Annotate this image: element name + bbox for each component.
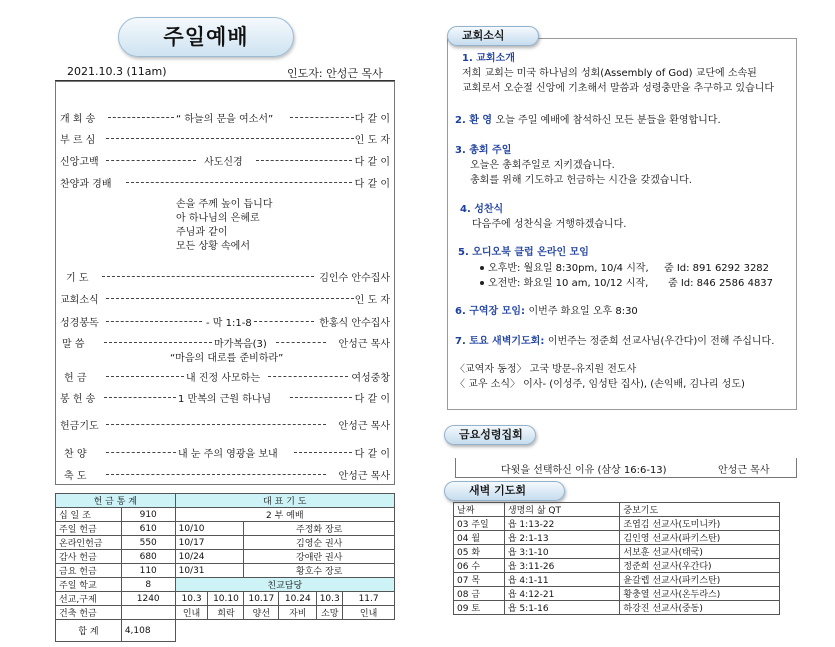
offering-value: 610: [121, 522, 175, 536]
leader-dots: [104, 342, 212, 343]
fellowship-name: 양선: [244, 606, 279, 620]
fellowship-name: 희락: [208, 606, 244, 620]
order-label: 헌 금: [64, 373, 87, 384]
news-item-title: 6. 구역장 모임:: [455, 306, 526, 317]
fellowship-name: 소망: [317, 606, 343, 620]
dawn-cell: 정준희 선교사(우간다): [620, 559, 780, 573]
order-row: [58, 416, 394, 432]
news-text: 다음주에 성찬식을 거행하겠습니다.: [472, 219, 627, 230]
news-text: 오늘은 총회주일로 지키겠습니다.: [470, 160, 615, 171]
dawn-cell: 09 토: [454, 601, 505, 615]
audiobook-bullet: [480, 259, 649, 274]
order-row: [58, 313, 394, 329]
leader-dots: [106, 138, 354, 139]
order-row: [58, 152, 394, 168]
dawn-cell: 03 주일: [454, 517, 505, 531]
praise-line: 모든 상황 속에서: [176, 241, 250, 252]
news-item-title: 3. 총회 주일: [455, 145, 512, 156]
order-middle: 마가복음(3): [214, 339, 267, 350]
dawn-header: 날짜: [454, 503, 505, 517]
bullet-icon: [480, 266, 484, 270]
offering-value: 1240: [121, 592, 175, 606]
dawn-cell: 07 목: [454, 573, 505, 587]
friday-speaker: 안성근 목사: [718, 465, 770, 476]
prayer-name: 황호수 장로: [244, 564, 395, 578]
dawn-cell: 하강진 선교사(중동): [620, 601, 780, 615]
news-item-title: 5. 오디오북 클럽 온라인 모임: [458, 247, 589, 258]
order-middle: “ 하늘의 문을 여소서”: [176, 114, 274, 125]
dawn-cell: 욥 3:11-26: [504, 559, 620, 573]
offering-label: 건축 헌금: [56, 606, 122, 620]
leader-dots: [106, 321, 202, 322]
leader-dots: [254, 321, 314, 322]
dawn-cell: 서보훈 선교사(태국): [620, 545, 780, 559]
order-middle: 1 만복의 근원 하나님: [178, 394, 272, 405]
order-middle: 사도신경: [204, 157, 243, 168]
news-text: 이번주는 정준희 선교사님(우간다)이 전해 주십니다.: [547, 336, 775, 347]
page-title: 주일예배: [118, 17, 294, 57]
order-label: 말 씀: [62, 339, 85, 350]
leader-dots: [126, 182, 352, 183]
order-row: [58, 368, 394, 384]
empty-cell: [175, 620, 394, 642]
dawn-header: 생명의 삶 QT: [504, 503, 620, 517]
dawn-cell: 윤갈렙 선교사(파키스탄): [620, 573, 780, 587]
offering-label: 온라인헌금: [56, 536, 122, 550]
offering-value: 550: [121, 536, 175, 550]
praise-line: 손을 주께 높이 듭니다: [176, 199, 273, 210]
audiobook-bullet: [480, 274, 648, 289]
news-text: 〈 교우 소식〉 이사- (이성주, 임성탄 집사), (손익배, 김나리 성도): [455, 379, 745, 390]
order-right: 인 도 자: [354, 295, 390, 306]
news-text: 교회로서 오순절 신앙에 기초해서 말씀과 성령충만을 추구하고 있습니다: [462, 83, 775, 94]
order-label: 찬양과 경배: [60, 179, 112, 190]
news-item-title: 2. 환 영: [455, 115, 493, 126]
friday-topic: 다윗을 선택하신 이유 (삼상 16:6-13): [501, 465, 667, 476]
order-row: [58, 130, 394, 146]
order-label: 기 도: [66, 273, 89, 284]
fellowship-date: 10.24: [279, 592, 317, 606]
zoom-id: 줌 Id: 891 6292 3282: [664, 263, 770, 274]
order-row: [58, 466, 394, 482]
order-row: [58, 389, 394, 405]
leader-dots: [106, 160, 196, 161]
order-right: 다 같 이: [354, 394, 390, 405]
offering-label: 주일 헌금: [56, 522, 122, 536]
order-right: 안성근 목사: [338, 421, 390, 432]
prayer-date: 10/24: [175, 550, 244, 564]
church-news-tab: 교회소식: [447, 26, 539, 46]
dawn-cell: 04 월: [454, 531, 505, 545]
fellowship-name: 자비: [279, 606, 317, 620]
dawn-cell: 08 금: [454, 587, 505, 601]
leader-dots: [290, 117, 354, 118]
offering-value: 680: [121, 550, 175, 564]
dawn-cell: 욥 1:13-22: [504, 517, 620, 531]
order-right: 다 같 이: [354, 114, 390, 125]
news-text: 총회를 위해 기도하고 헌금하는 시간을 갖겠습니다.: [470, 175, 692, 186]
dawn-cell: 욥 4:12-21: [504, 587, 620, 601]
service-date: 2021.10.3 (11am): [67, 65, 167, 78]
order-row: [58, 268, 394, 284]
prayer-date: 10/31: [175, 564, 244, 578]
dawn-cell: 욥 5:1-16: [504, 601, 620, 615]
praise-lyrics: [176, 198, 272, 254]
news-item-7: [455, 332, 774, 347]
leader-dots: [276, 342, 326, 343]
second-service-label: 2 부 예배: [175, 508, 394, 522]
news-text: 오후반: 월요일 8:30pm, 10/4 시작,: [488, 263, 649, 274]
news-item-6: [455, 302, 638, 317]
prayer-name: 김영순 권사: [244, 536, 395, 550]
offering-prayer-table: [55, 493, 395, 642]
news-item-title: 4. 성찬식: [460, 204, 504, 215]
leader-dots: [102, 276, 314, 277]
order-right: 안성근 목사: [338, 471, 390, 482]
offering-label: 십 일 조: [56, 508, 122, 522]
prayer-date: 10/10: [175, 522, 244, 536]
dawn-cell: 조엽김 선교사(도미니카): [620, 517, 780, 531]
zoom-id: 줌 Id: 846 2586 4837: [668, 278, 774, 289]
dawn-cell: 황충열 선교사(온두라스): [620, 587, 780, 601]
leader-dots: [106, 452, 176, 453]
fellowship-header: 친교담당: [175, 578, 394, 592]
fellowship-date: 10.3: [317, 592, 343, 606]
order-row: [58, 444, 394, 460]
order-label: 헌금기도: [60, 421, 99, 432]
dawn-cell: 욥 4:1-11: [504, 573, 620, 587]
order-right: 한홍식 안수집사: [319, 318, 390, 329]
order-right: 안성근 목사: [338, 339, 390, 350]
fellowship-date: 10.3: [175, 592, 208, 606]
fellowship-name: 인내: [343, 606, 395, 620]
order-row: [58, 109, 394, 125]
praise-line: 주님과 같이: [176, 227, 228, 238]
order-row: [58, 334, 394, 350]
friday-service-tab: 금요성령집회: [444, 425, 536, 445]
dawn-cell: 06 수: [454, 559, 505, 573]
leader-dots: [290, 397, 352, 398]
sermon-subtitle: “마음의 대로를 준비하라”: [170, 353, 284, 364]
bullet-icon: [480, 281, 484, 285]
news-text: 이번주 화요일 오후 8:30: [528, 306, 638, 317]
order-middle: - 막 1:1-8: [206, 318, 252, 329]
leader-dots: [108, 117, 174, 118]
news-text: 〈교역자 동정〉 고국 방문-유지원 전도사: [455, 364, 637, 375]
dawn-cell: 욥 2:1-13: [504, 531, 620, 545]
news-text: 오전반: 화요일 10 am, 10/12 시작,: [488, 278, 649, 289]
order-right: 다 같 이: [354, 157, 390, 168]
order-right: 김인수 안수집사: [319, 273, 390, 284]
fellowship-date: 10.10: [208, 592, 244, 606]
order-right: 다 같 이: [354, 179, 390, 190]
order-right: 인 도 자: [354, 135, 390, 146]
order-row: [58, 290, 394, 306]
offering-label: 감사 헌금: [56, 550, 122, 564]
fellowship-date: 10.17: [244, 592, 279, 606]
order-row: [58, 174, 394, 190]
offering-value: 910: [121, 508, 175, 522]
service-leader: 인도자: 안성근 목사: [287, 67, 383, 80]
order-label: 신앙고백: [60, 157, 99, 168]
leader-dots: [106, 474, 326, 475]
dawn-prayer-tab: 새벽 기도회: [444, 481, 565, 501]
leader-dots: [294, 452, 352, 453]
leader-dots: [104, 397, 176, 398]
order-right: 여성중창: [351, 373, 390, 384]
offering-total-label: 합 계: [56, 620, 122, 642]
order-label: 봉 헌 송: [60, 394, 96, 405]
order-label: 부 르 심: [60, 135, 96, 146]
fellowship-date: 11.7: [343, 592, 395, 606]
order-middle: 내 진정 사모하는: [186, 373, 260, 384]
dawn-cell: 05 화: [454, 545, 505, 559]
news-item-title: 1. 교회소개: [462, 53, 515, 64]
prayer-date: 10/17: [175, 536, 244, 550]
offering-value: [121, 606, 175, 620]
leader-dots: [268, 376, 348, 377]
order-middle: 내 눈 주의 영광을 보내: [178, 449, 278, 460]
order-label: 개 회 송: [60, 114, 96, 125]
prayer-name: 강애란 권사: [244, 550, 395, 564]
order-label: 성경봉독: [60, 318, 99, 329]
offering-header: 헌 금 통 계: [56, 494, 176, 508]
dawn-cell: 욥 3:1-10: [504, 545, 620, 559]
news-item-2: [455, 111, 721, 126]
order-label: 찬 양: [64, 449, 87, 460]
offering-value: 110: [121, 564, 175, 578]
order-right: 다 같 이: [354, 449, 390, 460]
praise-line: 아 하나님의 은혜로: [176, 213, 260, 224]
offering-value: 8: [121, 578, 175, 592]
leader-dots: [106, 298, 354, 299]
dawn-cell: 김인영 선교사(파키스탄): [620, 531, 780, 545]
fellowship-name: 인내: [175, 606, 208, 620]
friday-service-box: [455, 458, 797, 478]
order-label: 축 도: [64, 471, 87, 482]
dawn-header: 중보기도: [620, 503, 780, 517]
news-item-title: 7. 토요 새벽기도회:: [455, 336, 545, 347]
offering-label: 주일 학교: [56, 578, 122, 592]
leader-dots: [256, 160, 352, 161]
leader-dots: [106, 424, 326, 425]
order-label: 교회소식: [60, 295, 99, 306]
news-text: 저희 교회는 미국 하나님의 성회(Assembly of God) 교단에 소속된: [462, 68, 757, 79]
service-meta: [55, 63, 395, 81]
news-text: 오늘 주일 예배에 참석하신 모든 분들을 환영합니다.: [495, 115, 721, 126]
dawn-prayer-table: [453, 502, 780, 615]
leader-dots: [106, 376, 184, 377]
prayer-name: 주정화 장로: [244, 522, 395, 536]
offering-label: 선교,구제: [56, 592, 122, 606]
prayer-header: 대 표 기 도: [175, 494, 394, 508]
offering-label: 금요 헌금: [56, 564, 122, 578]
offering-total-value: 4,108: [121, 620, 175, 642]
